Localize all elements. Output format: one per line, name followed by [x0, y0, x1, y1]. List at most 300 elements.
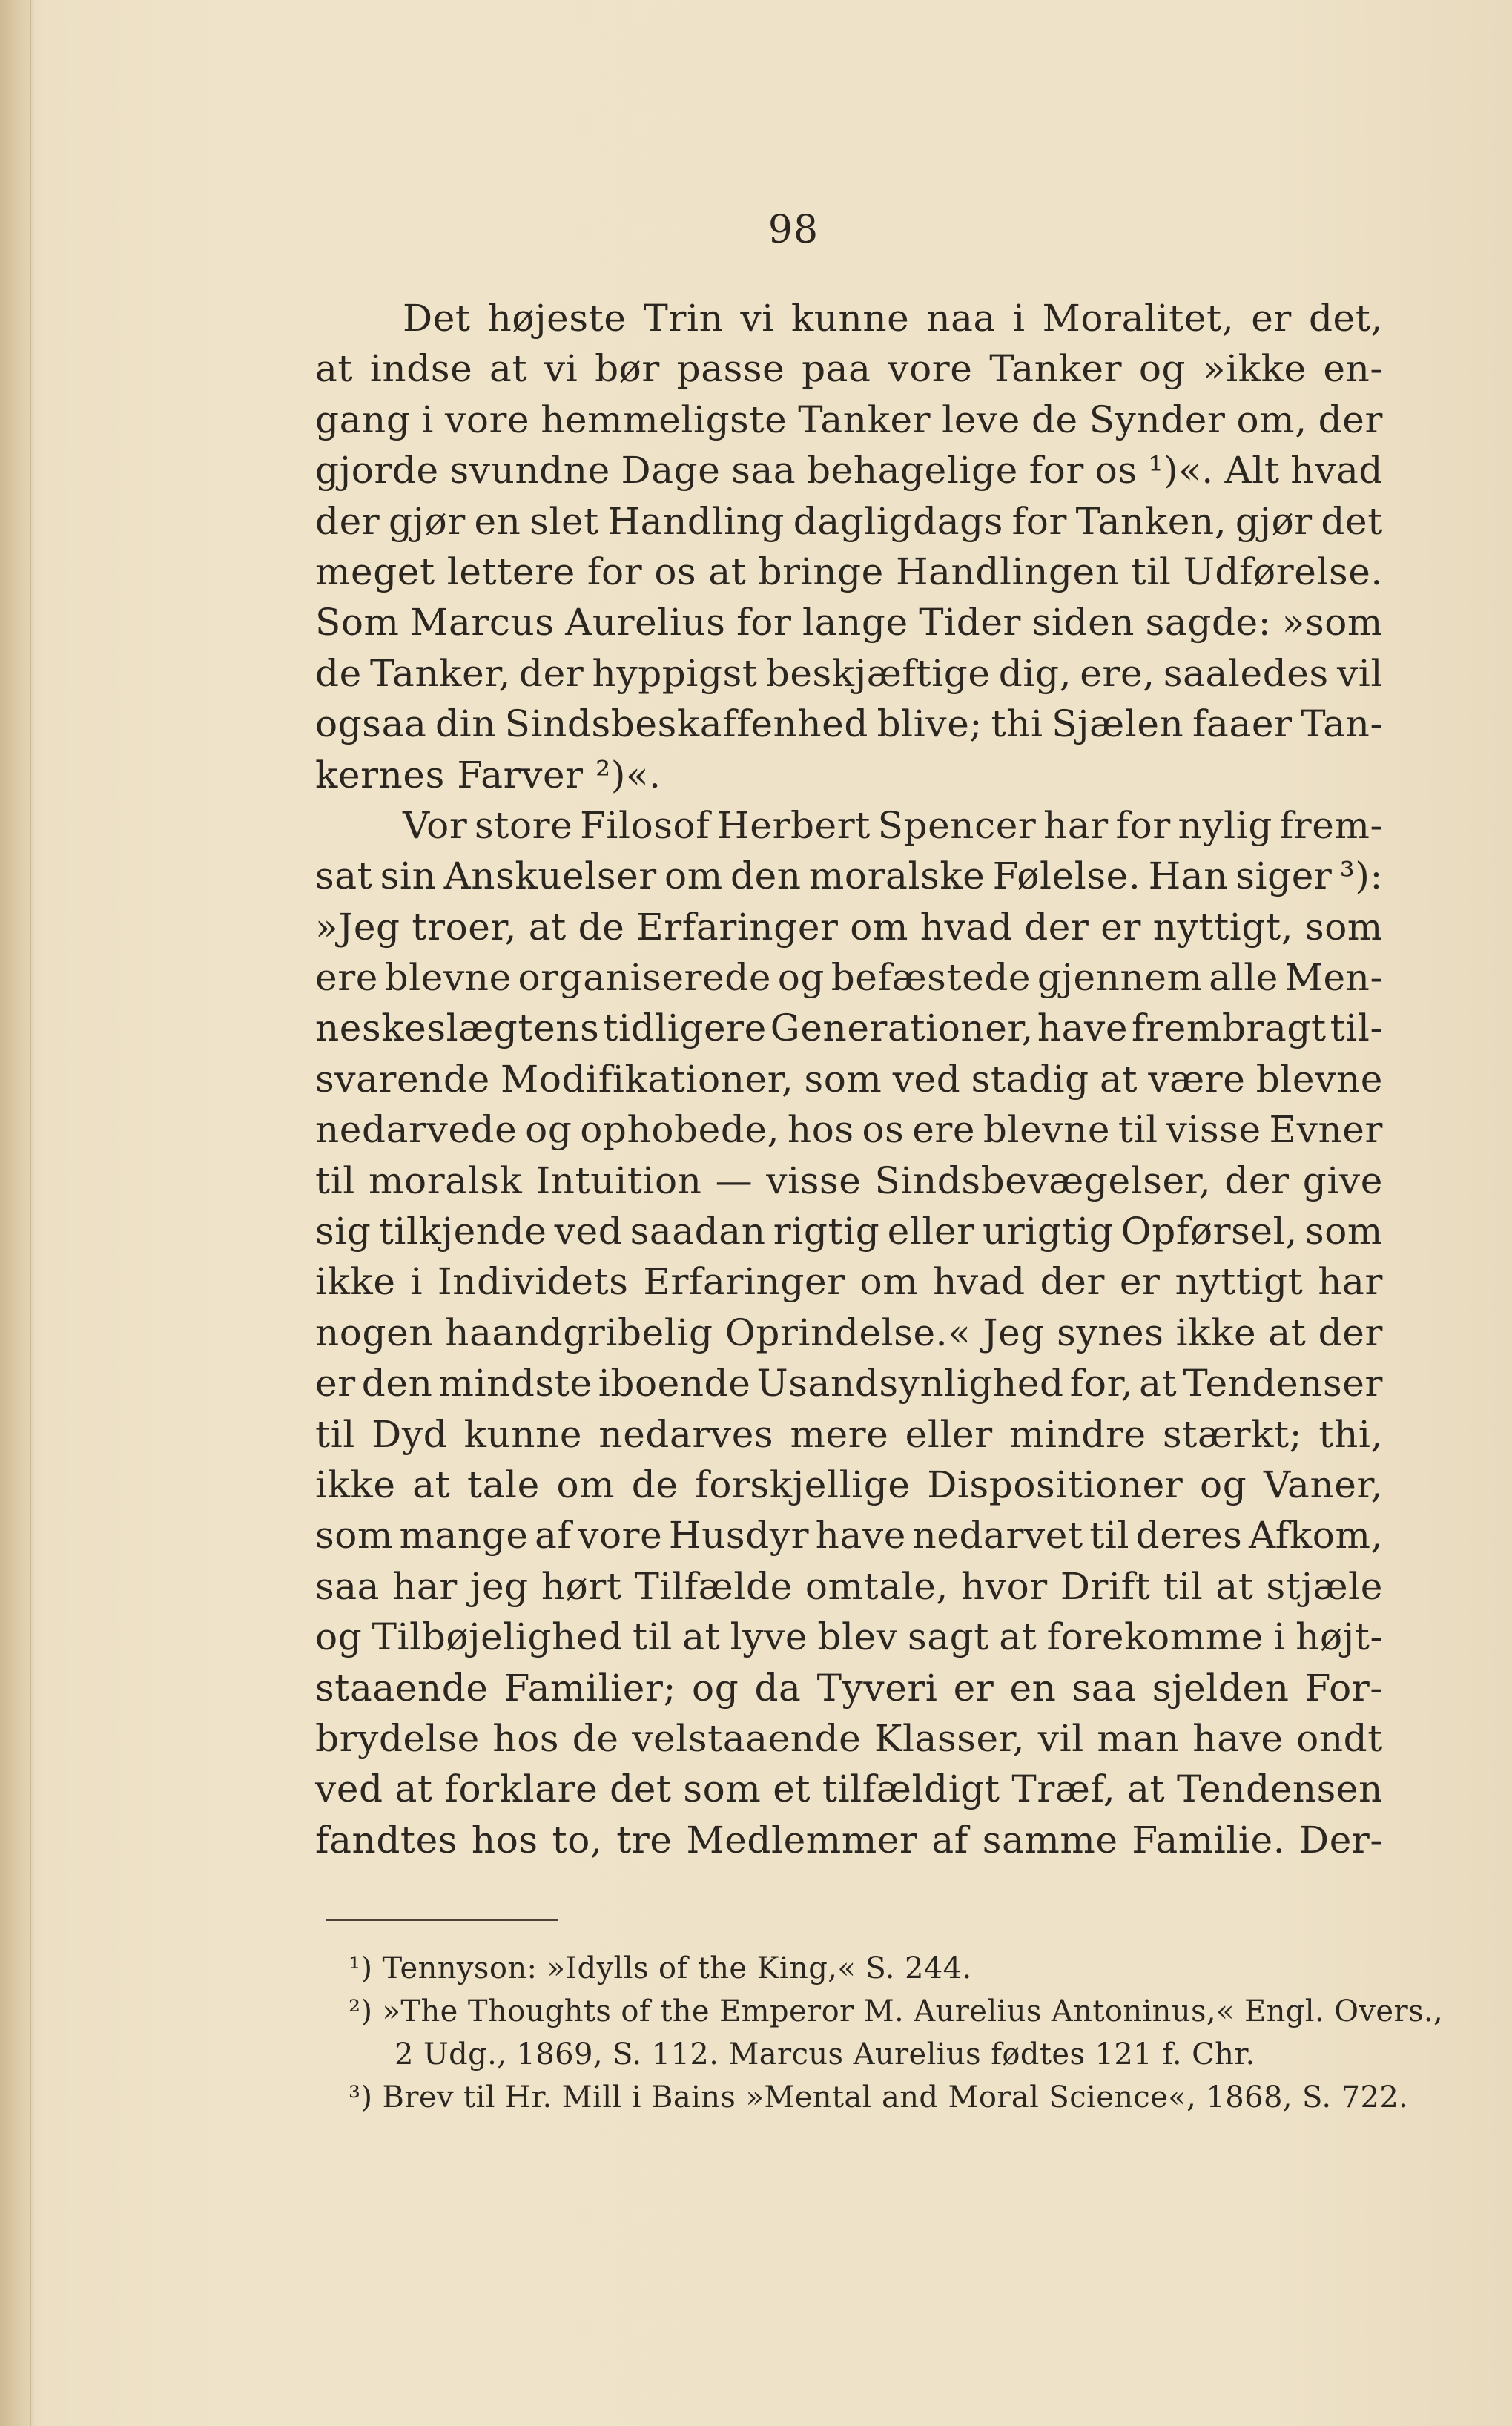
word: nylig	[1178, 803, 1272, 847]
word: ophobede,	[580, 1108, 780, 1152]
word: Dyd	[372, 1412, 448, 1456]
word: Erfaringer	[643, 1260, 845, 1304]
word: Jeg	[983, 1311, 1045, 1354]
word: Sindsbevægelser,	[874, 1158, 1212, 1202]
word: visse	[1166, 1108, 1261, 1152]
word: højeste	[487, 297, 627, 340]
word: velstaaende	[632, 1716, 862, 1760]
word: jeg	[469, 1564, 529, 1608]
word: tilkjende	[378, 1210, 547, 1253]
word: vil	[1037, 1716, 1084, 1760]
word: gjør	[1235, 499, 1313, 543]
text-line	[315, 1612, 1383, 1662]
word: som	[1304, 1210, 1383, 1253]
word: svarende	[315, 1057, 490, 1101]
word: sat	[315, 854, 373, 898]
word: os	[654, 550, 697, 593]
word: For-	[1304, 1666, 1383, 1710]
word: at	[708, 550, 747, 593]
word: Vaner,	[1263, 1463, 1383, 1506]
word: at	[1099, 1057, 1138, 1101]
word: Tendensen	[1177, 1767, 1383, 1811]
footnote-2-continued: 2 Udg., 1869, S. 112. Marcus Aurelius fødtes 121 f. Chr.	[394, 2037, 1255, 2071]
word: Familie.	[1132, 1818, 1286, 1862]
word: Det	[403, 297, 471, 340]
word: der	[1040, 1260, 1105, 1304]
word: synes	[1057, 1311, 1164, 1354]
word: Generationer,	[770, 1006, 1034, 1050]
word: Tanken,	[1075, 499, 1227, 543]
word: »som	[1281, 601, 1383, 645]
word: eller	[887, 1210, 975, 1253]
word: mindre	[1009, 1412, 1146, 1456]
word: som	[1304, 905, 1383, 949]
text-line	[315, 699, 1383, 749]
word: og	[692, 1666, 739, 1710]
text-line	[315, 800, 1383, 851]
word: i	[1012, 297, 1026, 340]
word: vore	[888, 347, 973, 391]
word: sig	[315, 1210, 372, 1253]
word: Sindsbeskaffenhed	[504, 702, 868, 746]
footnote-1: ¹) Tennyson: »Idylls of the King,« S. 244.	[349, 1951, 972, 1985]
word: da	[754, 1666, 802, 1710]
word: blevne	[1255, 1057, 1383, 1101]
word: alle	[1209, 956, 1278, 1000]
binding-line	[30, 0, 31, 2426]
word: tidligere	[603, 1006, 767, 1050]
word: i	[421, 398, 434, 441]
word: Følelse.	[992, 854, 1141, 898]
footnotes	[349, 1947, 1444, 2119]
word: troer,	[412, 905, 517, 949]
word: til-	[1330, 1006, 1383, 1050]
word: Anskuelser	[443, 854, 657, 898]
word: store	[475, 803, 573, 847]
word: som	[804, 1057, 882, 1101]
word: Oprindelse.«	[724, 1311, 971, 1354]
word: at	[528, 905, 567, 949]
word: højt-	[1295, 1615, 1383, 1659]
word: hørt	[541, 1564, 622, 1608]
word: Han	[1148, 854, 1228, 898]
word: om	[556, 1463, 615, 1506]
word: har	[392, 1564, 458, 1608]
word: gjør	[388, 499, 466, 543]
word: moralske	[808, 854, 986, 898]
word: moralsk	[368, 1158, 523, 1202]
word: er	[1119, 1260, 1161, 1304]
word: at	[1215, 1564, 1254, 1608]
word: saaledes	[1163, 651, 1329, 695]
word: til	[1131, 550, 1172, 593]
word: de	[1031, 398, 1078, 441]
text-line	[315, 952, 1383, 1003]
word: leve	[942, 398, 1020, 441]
word: til	[633, 1615, 673, 1659]
text-line: kernes Farver ²)«.	[315, 753, 661, 797]
word: Træf,	[1011, 1767, 1116, 1811]
word: af	[535, 1514, 572, 1558]
word: om	[850, 905, 908, 949]
word: Usandsynlighed	[756, 1362, 1064, 1405]
word: Handlingen	[895, 550, 1120, 593]
word: paa	[802, 347, 871, 391]
text-line	[315, 1713, 1383, 1764]
word: vore	[444, 398, 530, 441]
text-line	[315, 648, 1383, 699]
text-line	[315, 1764, 1383, 1814]
word: en	[1009, 1666, 1057, 1710]
text-line	[315, 547, 1383, 597]
word: have	[1192, 1716, 1284, 1760]
word: ved	[554, 1210, 623, 1253]
word: og	[315, 1615, 363, 1659]
word: blevne	[983, 1108, 1111, 1152]
text-line	[315, 1054, 1383, 1104]
word: hvad	[1290, 449, 1383, 492]
word: i	[410, 1260, 423, 1304]
word: der	[315, 499, 380, 543]
word: ere,	[1080, 651, 1155, 695]
word: de	[578, 905, 625, 949]
word: at	[1127, 1767, 1166, 1811]
word: for	[1115, 803, 1171, 847]
word: visse	[766, 1158, 862, 1202]
word: ondt	[1296, 1716, 1383, 1760]
word: tre	[616, 1818, 673, 1862]
text-line	[315, 1104, 1383, 1155]
word: for	[1011, 499, 1067, 543]
word: en-	[1323, 347, 1383, 391]
word: at	[682, 1615, 721, 1659]
word: omtale,	[805, 1564, 948, 1608]
word: de	[315, 651, 362, 695]
word: der	[1318, 1311, 1383, 1354]
word: og	[1200, 1463, 1247, 1506]
word: —	[715, 1158, 753, 1202]
word: for	[736, 601, 792, 645]
word: nyttigt,	[1152, 905, 1294, 949]
word: ikke	[315, 1463, 396, 1506]
word: Tanker	[989, 347, 1123, 391]
word: er	[953, 1666, 994, 1710]
word: Familier;	[504, 1666, 676, 1710]
word: de	[631, 1463, 679, 1506]
word: din	[435, 702, 497, 746]
word: Herbert	[717, 803, 871, 847]
text-line	[315, 1156, 1383, 1206]
word: ved	[315, 1767, 383, 1811]
word: ³):	[1339, 854, 1383, 898]
word: at	[999, 1615, 1037, 1659]
word: Tilfælde	[634, 1564, 793, 1608]
word: stadig	[971, 1057, 1089, 1101]
word: tale	[466, 1463, 540, 1506]
word: mange	[399, 1514, 529, 1558]
word: af	[931, 1818, 968, 1862]
word: tilfældigt	[822, 1767, 1000, 1811]
text-line	[315, 1358, 1383, 1408]
word: siden	[1031, 601, 1135, 645]
word: Moralitet,	[1042, 297, 1235, 340]
word: nedarves	[598, 1412, 774, 1456]
word: Handling	[607, 499, 785, 543]
word: hos	[471, 1818, 538, 1862]
word: os	[862, 1108, 905, 1152]
word: hvad	[933, 1260, 1026, 1304]
word: Tilbøjelighed	[372, 1615, 623, 1659]
word: være	[1148, 1057, 1246, 1101]
text-line	[315, 1815, 1383, 1865]
word: rigtig	[773, 1210, 880, 1253]
word: frembragt	[1132, 1006, 1327, 1050]
word: den	[730, 854, 802, 898]
word: saa	[1072, 1666, 1137, 1710]
word: hos	[787, 1108, 854, 1152]
word: Men-	[1284, 956, 1383, 1000]
word: Tider	[919, 601, 1022, 645]
word: Synder	[1089, 398, 1226, 441]
word: stærkt;	[1163, 1412, 1303, 1456]
word: iboende	[598, 1362, 751, 1405]
text-line	[315, 1308, 1383, 1358]
text-line	[315, 445, 1383, 495]
word: Tendenser	[1183, 1362, 1383, 1405]
text-line	[315, 1206, 1383, 1256]
word: Filosof	[580, 803, 710, 847]
word: ogsaa	[315, 702, 427, 746]
word: eller	[905, 1412, 993, 1456]
word: blevne	[384, 956, 512, 1000]
word: og	[1138, 347, 1186, 391]
word: brydelse	[315, 1716, 480, 1760]
word: sagt	[907, 1615, 989, 1659]
word: dagligdags	[793, 499, 1004, 543]
word: Sjælen	[1052, 702, 1184, 746]
word: kunne	[463, 1412, 583, 1456]
word: mere	[790, 1412, 889, 1456]
word: os	[1095, 449, 1138, 492]
word: dig,	[998, 651, 1072, 695]
word: nogen	[315, 1311, 434, 1354]
word: ikke	[315, 1260, 396, 1304]
word: er	[1100, 905, 1141, 949]
word: nedarvet	[912, 1514, 1083, 1558]
word: Opførsel,	[1120, 1210, 1298, 1253]
word: have	[1037, 1006, 1129, 1050]
word: sagde:	[1145, 601, 1272, 645]
word: fandtes	[315, 1818, 458, 1862]
word: lettere	[446, 550, 575, 593]
word: urigtig	[982, 1210, 1114, 1253]
word: Udførelse.	[1183, 550, 1383, 593]
word: sin	[380, 854, 437, 898]
word: faaer	[1192, 702, 1293, 746]
word: slet	[529, 499, 599, 543]
word: Som	[315, 601, 400, 645]
word: til	[1163, 1564, 1204, 1608]
word: Medlemmer	[686, 1818, 918, 1862]
word: »Jeg	[315, 905, 400, 949]
word: bør	[595, 347, 660, 391]
word: Individets	[437, 1260, 629, 1304]
word: hyppigst	[592, 651, 758, 695]
word: hvad	[920, 905, 1013, 949]
word: at	[1268, 1311, 1307, 1354]
word: vi	[544, 347, 578, 391]
word: at	[1139, 1362, 1178, 1405]
word: og	[525, 1108, 572, 1152]
footnote-3: ³) Brev til Hr. Mill i Bains »Mental and Moral Science«, 1868, S. 722.	[349, 2080, 1409, 2114]
word: saa	[315, 1564, 380, 1608]
word: man	[1097, 1716, 1180, 1760]
word: sjelden	[1152, 1666, 1290, 1710]
word: i	[1273, 1615, 1286, 1659]
word: det	[610, 1767, 672, 1811]
word: siger	[1235, 854, 1333, 898]
page-number: 98	[767, 208, 819, 252]
word: behagelige	[807, 449, 1018, 492]
word: er	[315, 1362, 356, 1405]
word: ved	[892, 1057, 961, 1101]
word: for	[587, 550, 643, 593]
word: der	[1024, 905, 1089, 949]
word: ere	[912, 1108, 976, 1152]
word: at	[394, 1767, 433, 1811]
word: have	[815, 1514, 906, 1558]
word: blev	[817, 1615, 898, 1659]
word: Dage	[621, 449, 721, 492]
word: Modifikationer,	[501, 1057, 794, 1101]
word: beskjæftige	[765, 651, 991, 695]
word: Erfaringer	[636, 905, 839, 949]
word: har	[1318, 1260, 1383, 1304]
text-line	[315, 1003, 1383, 1053]
word: til	[315, 1412, 355, 1456]
word: om	[664, 854, 723, 898]
word: nedarvede	[315, 1108, 518, 1152]
word: der	[519, 651, 584, 695]
word: give	[1302, 1158, 1383, 1202]
word: som	[683, 1767, 762, 1811]
word: haandgribelig	[445, 1311, 713, 1354]
word: ere	[315, 956, 378, 1000]
text-line	[315, 293, 1383, 343]
word: Marcus	[410, 601, 555, 645]
word: vil	[1336, 651, 1383, 695]
word: indse	[369, 347, 473, 391]
word: mindste	[438, 1362, 592, 1405]
word: Tanker,	[369, 651, 511, 695]
word: at	[315, 347, 354, 391]
body-text	[315, 293, 1383, 1865]
text-line	[315, 496, 1383, 547]
word: for,	[1069, 1362, 1134, 1405]
word: en	[474, 499, 521, 543]
word: gang	[315, 398, 411, 441]
word: nyttigt	[1175, 1260, 1304, 1304]
word: neskeslægtens	[315, 1006, 600, 1050]
text-line	[315, 343, 1383, 394]
word: Afkom,	[1248, 1514, 1383, 1558]
word: vi	[740, 297, 774, 340]
word: thi	[991, 702, 1043, 746]
word: Husdyr	[668, 1514, 810, 1558]
word: at	[489, 347, 528, 391]
word: thi,	[1318, 1412, 1383, 1456]
word: et	[773, 1767, 811, 1811]
word: blive;	[877, 702, 983, 746]
word: hemmeligste	[541, 398, 788, 441]
word: Tanker	[798, 398, 931, 441]
word: Tan-	[1301, 702, 1383, 746]
word: det	[1321, 499, 1383, 543]
word: hvor	[960, 1564, 1048, 1608]
word: Der-	[1299, 1818, 1383, 1862]
word: Spencer	[877, 803, 1037, 847]
word: stjæle	[1266, 1564, 1383, 1608]
text-line	[315, 1510, 1383, 1560]
word: meget	[315, 550, 435, 593]
word: til	[1089, 1514, 1130, 1558]
word: Vor	[403, 803, 468, 847]
word: og	[777, 956, 825, 1000]
word: ¹)«.	[1148, 449, 1214, 492]
word: som	[315, 1514, 393, 1558]
text-line	[315, 395, 1383, 445]
word: forklare	[444, 1767, 598, 1811]
text-line	[315, 597, 1383, 647]
word: Klasser,	[874, 1716, 1026, 1760]
word: ikke	[1175, 1311, 1257, 1354]
word: samme	[982, 1818, 1118, 1862]
word: det,	[1308, 297, 1383, 340]
word: der	[1318, 398, 1383, 441]
text-line	[315, 902, 1383, 952]
word: forekomme	[1046, 1615, 1264, 1659]
word: gjorde	[315, 449, 439, 492]
word: vore	[578, 1514, 663, 1558]
word: Drift	[1060, 1564, 1151, 1608]
word: til	[315, 1158, 355, 1202]
text-line	[315, 1409, 1383, 1460]
word: organiserede	[518, 956, 772, 1000]
text-line	[315, 1256, 1383, 1307]
word: forskjellige	[695, 1463, 911, 1506]
word: kunne	[790, 297, 910, 340]
word: de	[572, 1716, 619, 1760]
footnote-divider	[326, 1919, 558, 1921]
word: staaende	[315, 1666, 489, 1710]
word: at	[412, 1463, 451, 1506]
word: lyve	[730, 1615, 808, 1659]
word: om	[859, 1260, 919, 1304]
text-line	[315, 851, 1383, 901]
text-line	[315, 1460, 1383, 1510]
word: deres	[1135, 1514, 1243, 1558]
word: frem-	[1279, 803, 1383, 847]
word: er	[1251, 297, 1292, 340]
word: til	[1118, 1108, 1158, 1152]
word: befæstede	[831, 956, 1031, 1000]
text-line	[315, 1663, 1383, 1713]
word: svundne	[449, 449, 610, 492]
word: der	[1224, 1158, 1290, 1202]
word: for	[1029, 449, 1084, 492]
word: saadan	[630, 1210, 766, 1253]
word: Alt	[1224, 449, 1280, 492]
